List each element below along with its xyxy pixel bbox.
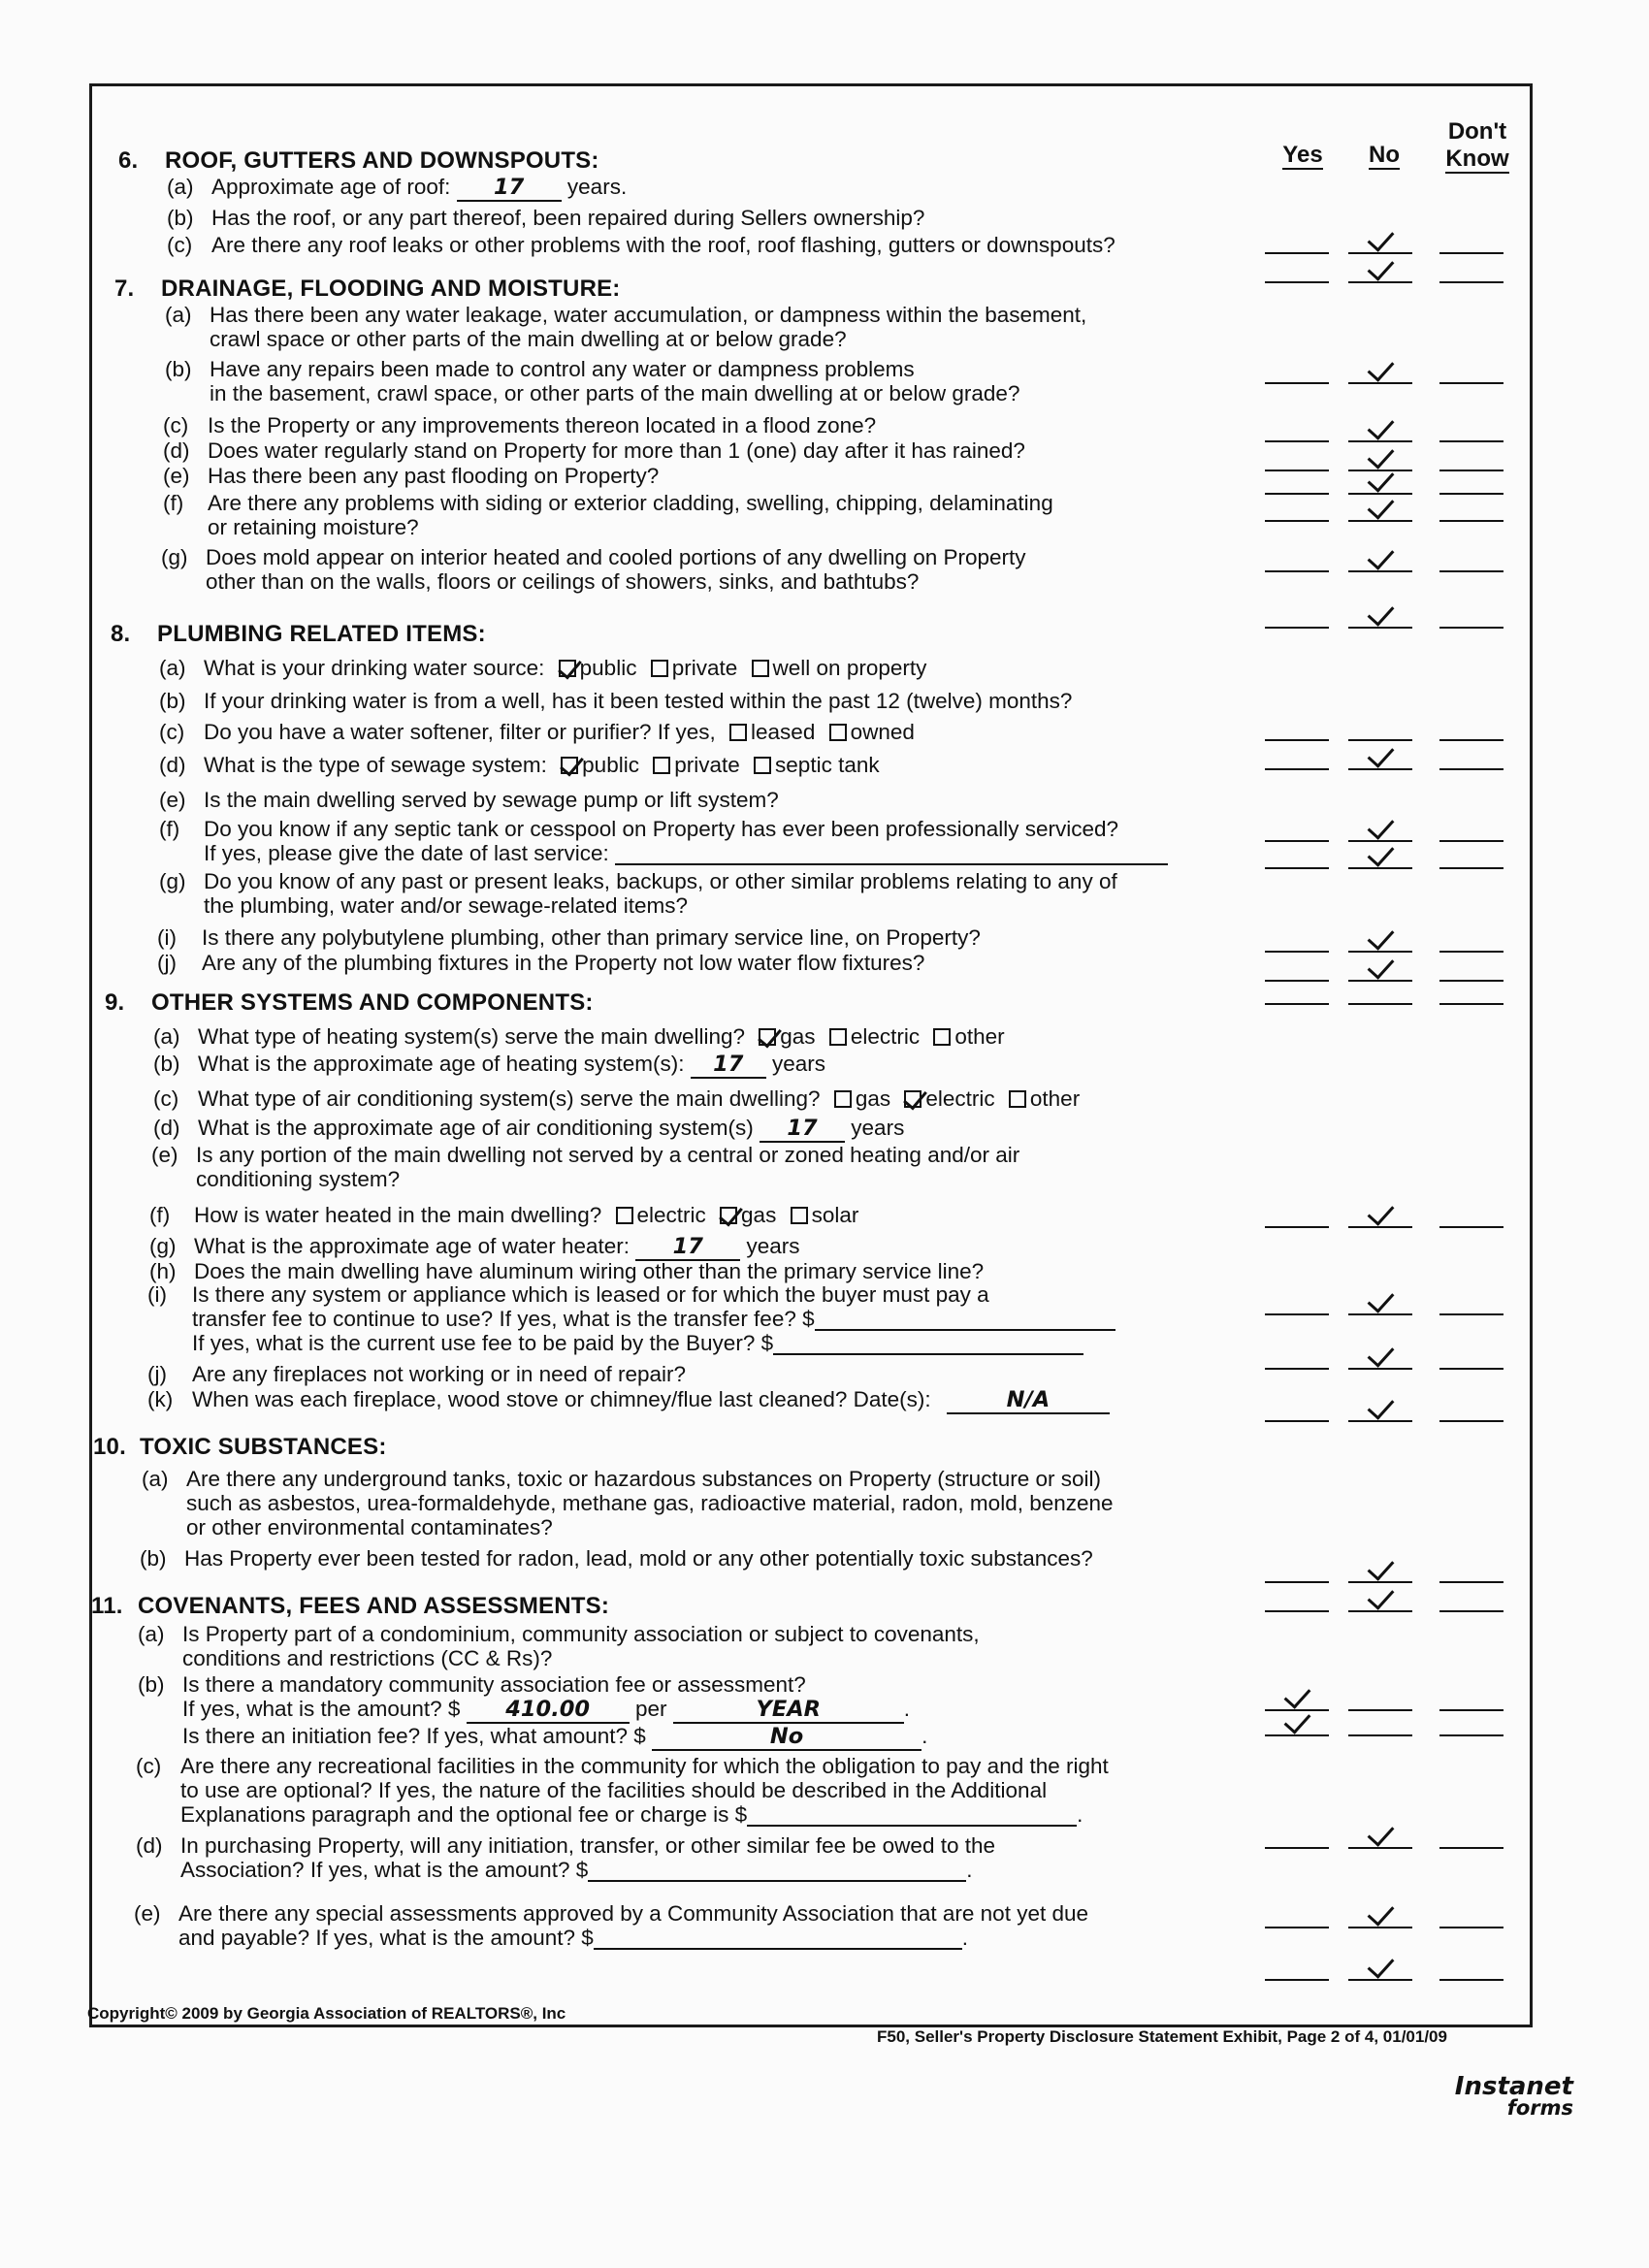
col-no-header: No	[1369, 142, 1400, 168]
answer-6b-checkmark-icon	[1368, 224, 1395, 252]
answer-10b-yes-line[interactable]	[1265, 1610, 1329, 1612]
answer-7c-no-line[interactable]	[1348, 440, 1412, 442]
answer-9h-no-line[interactable]	[1348, 1313, 1412, 1315]
answer-row-8b	[0, 716, 1649, 741]
logo-line-1: Instanet	[1454, 2072, 1573, 2101]
question-9e: (e) Is any portion of the main dwelling not served by a central or zoned heating and/or air conditioning system?	[151, 1143, 1020, 1191]
answer-11e-checkmark-icon	[1368, 1951, 1395, 1979]
instanet-forms-logo	[1454, 2072, 1573, 2120]
ac-other-checkbox[interactable]	[1009, 1090, 1026, 1108]
association-transfer-fee-field[interactable]	[588, 1861, 966, 1882]
know-label: Know	[1445, 146, 1509, 172]
question-8e: (e) Is the main dwelling served by sewage pump or lift system?	[159, 788, 779, 812]
ac-electric-checkbox[interactable]	[904, 1090, 922, 1108]
question-11e: (e) Are there any special assessments approved by a Community Association that are not yet due and payable? If yes, what is the amount? $ .	[134, 1901, 1089, 1950]
question-7c: (c) Is the Property or any improvements thereon located in a flood zone?	[163, 413, 877, 437]
answer-7a-no-line[interactable]	[1348, 382, 1412, 384]
question-8c: (c) Do you have a water softener, filter or purifier? If yes, leased owned	[159, 720, 915, 744]
answer-row-11e	[0, 1956, 1649, 1981]
answer-9i-dk-line[interactable]	[1439, 1368, 1504, 1370]
answer-row-11b	[0, 1711, 1649, 1736]
question-9h: (h) Does the main dwelling have aluminum wiring other than the primary service line?	[149, 1259, 985, 1283]
form-identifier: F50, Seller's Property Disclosure Statement Exhibit, Page 2 of 4, 01/01/09	[877, 2027, 1447, 2046]
answer-8i-yes-line[interactable]	[1265, 951, 1329, 953]
section-10-title: 10. TOXIC SUBSTANCES:	[93, 1434, 387, 1460]
answer-row-7c	[0, 417, 1649, 442]
col-dont-know-header	[1434, 118, 1521, 174]
question-8d: (d) What is the type of sewage system: public private septic tank	[159, 753, 880, 777]
answer-row-6c	[0, 258, 1649, 283]
answer-8j-checkmark-icon	[1368, 952, 1395, 980]
question-11b: (b) Is there a mandatory community association fee or assessment? If yes, what is the amount? $ 410.00 per YEAR . Is there an initiation fee? If yes, what amount? $ No .	[138, 1672, 928, 1749]
answer-11d-checkmark-icon	[1368, 1898, 1395, 1927]
answer-9i-checkmark-icon	[1368, 1340, 1395, 1368]
answer-6b-no-line[interactable]	[1348, 252, 1412, 254]
answer-7e-yes-line[interactable]	[1265, 493, 1329, 495]
association-fee-period-field[interactable]: YEAR	[673, 1698, 904, 1724]
question-7f: (f) Are there any problems with siding or exterior cladding, swelling, chipping, delaminating or retaining moisture?	[163, 491, 1053, 539]
question-9b: (b) What is the approximate age of heating system(s): 17 years	[153, 1052, 826, 1077]
answer-7h-yes-line[interactable]	[1265, 627, 1329, 629]
answer-10a-no-line[interactable]	[1348, 1581, 1412, 1583]
section-6-title: 6. ROOF, GUTTERS AND DOWNSPOUTS:	[118, 147, 599, 174]
answer-7a-yes-line[interactable]	[1265, 382, 1329, 384]
answer-row-7d	[0, 446, 1649, 471]
question-8a: (a) What is your drinking water source: public private well on property	[159, 656, 927, 680]
answer-8f-dk-line[interactable]	[1439, 867, 1504, 869]
col-yes-header: Yes	[1282, 142, 1323, 168]
answer-8i-dk-line[interactable]	[1439, 951, 1504, 953]
water-private-checkbox[interactable]	[651, 660, 668, 677]
question-6c: (c) Are there any roof leaks or other problems with the roof, roof flashing, gutters or downspouts?	[167, 233, 1116, 257]
answer-9h-yes-line[interactable]	[1265, 1313, 1329, 1315]
answer-7g-checkmark-icon	[1368, 542, 1395, 570]
heating-electric-checkbox[interactable]	[829, 1028, 847, 1046]
answer-8k-no-line[interactable]	[1348, 1003, 1412, 1005]
answer-9e-no-line[interactable]	[1348, 1226, 1412, 1228]
answer-7g-dk-line[interactable]	[1439, 570, 1504, 572]
answer-7a-checkmark-icon	[1368, 354, 1395, 382]
question-11a: (a) Is Property part of a condominium, community association or subject to covenants, conditions and restrictions (CC & Rs)?	[138, 1622, 980, 1670]
answer-9i-no-line[interactable]	[1348, 1368, 1412, 1370]
answer-row-9e	[0, 1203, 1649, 1228]
answer-9j-no-line[interactable]	[1348, 1420, 1412, 1422]
answer-row-11d	[0, 1903, 1649, 1928]
answer-8e-checkmark-icon	[1368, 812, 1395, 840]
answer-7f-yes-line[interactable]	[1265, 520, 1329, 522]
answer-8b-dk-line[interactable]	[1439, 739, 1504, 741]
answer-row-7f	[0, 497, 1649, 522]
section-11-title: 11. COVENANTS, FEES AND ASSESSMENTS:	[91, 1593, 610, 1619]
question-7a: (a) Has there been any water leakage, water accumulation, or dampness within the basement, crawl space or other parts of the main dwelling at or below grade?	[165, 303, 1087, 351]
answer-8c-checkmark-icon	[1368, 740, 1395, 768]
question-8i: (i) Is there any polybutylene plumbing, other than primary service line, on Property?	[157, 925, 981, 950]
answer-7g-no-line[interactable]	[1348, 570, 1412, 572]
answer-7h-no-line[interactable]	[1348, 627, 1412, 629]
answer-row-9j	[0, 1397, 1649, 1422]
heating-gas-checkbox[interactable]	[759, 1028, 776, 1046]
answer-11b-dk-line[interactable]	[1439, 1734, 1504, 1736]
answer-7e-dk-line[interactable]	[1439, 493, 1504, 495]
answer-7f-checkmark-icon	[1368, 492, 1395, 520]
special-assessment-field[interactable]	[594, 1928, 962, 1950]
section-8-title: 8. PLUMBING RELATED ITEMS:	[111, 621, 486, 647]
answer-9h-checkmark-icon	[1368, 1285, 1395, 1313]
question-11d: (d) In purchasing Property, will any initiation, transfer, or other similar fee be owed to the Association? If yes, what is the amount? $ .	[136, 1833, 996, 1882]
answer-row-7e	[0, 470, 1649, 495]
copyright-notice: Copyright© 2009 by Georgia Association of REALTORS®, Inc	[87, 2004, 566, 2023]
question-10b: (b) Has Property ever been tested for radon, lead, mold or any other potentially toxic substances?	[140, 1546, 1093, 1571]
roof-age-field[interactable]: 17	[457, 176, 562, 202]
answer-8f-no-line[interactable]	[1348, 867, 1412, 869]
answer-11c-yes-line[interactable]	[1265, 1847, 1329, 1849]
answer-8k-yes-line[interactable]	[1265, 1003, 1329, 1005]
answer-row-7h	[0, 603, 1649, 629]
section-9-title: 9. OTHER SYSTEMS AND COMPONENTS:	[105, 989, 594, 1016]
answer-row-10b	[0, 1587, 1649, 1612]
question-8b: (b) If your drinking water is from a well, has it been tested within the past 12 (twelve) months?	[159, 689, 1073, 713]
answer-10b-checkmark-icon	[1368, 1582, 1395, 1610]
answer-9j-dk-line[interactable]	[1439, 1420, 1504, 1422]
answer-11d-dk-line[interactable]	[1439, 1927, 1504, 1928]
heating-age-field[interactable]: 17	[691, 1053, 766, 1079]
answer-row-8e	[0, 817, 1649, 842]
answer-row-8j	[0, 956, 1649, 982]
answer-11b-checkmark-icon	[1284, 1706, 1311, 1734]
question-9g: (g) What is the approximate age of water heater: 17 years	[149, 1234, 800, 1259]
water-heater-age-field[interactable]: 17	[635, 1235, 740, 1261]
answer-9e-checkmark-icon	[1368, 1198, 1395, 1226]
answer-row-8f	[0, 844, 1649, 869]
answer-9h-dk-line[interactable]	[1439, 1313, 1504, 1315]
answer-7h-dk-line[interactable]	[1439, 627, 1504, 629]
answer-11e-yes-line[interactable]	[1265, 1979, 1329, 1981]
answer-row-8k	[0, 980, 1649, 1005]
answer-11e-dk-line[interactable]	[1439, 1979, 1504, 1981]
question-9c: (c) What type of air conditioning system(s) serve the main dwelling? gas electric other	[153, 1086, 1081, 1111]
answer-row-8c	[0, 745, 1649, 770]
question-8j: (j) Are any of the plumbing fixtures in the Property not low water flow fixtures?	[157, 951, 925, 975]
answer-7h-checkmark-icon	[1368, 599, 1395, 627]
answer-11d-no-line[interactable]	[1348, 1927, 1412, 1928]
answer-row-11c	[0, 1824, 1649, 1849]
answer-8b-no-line[interactable]	[1348, 739, 1412, 741]
answer-row-9i	[0, 1345, 1649, 1370]
answer-row-11a	[0, 1686, 1649, 1711]
answer-row-8i	[0, 927, 1649, 953]
answer-9e-yes-line[interactable]	[1265, 1226, 1329, 1228]
question-7e: (e) Has there been any past flooding on Property?	[163, 464, 660, 488]
answer-7f-dk-line[interactable]	[1439, 520, 1504, 522]
answer-10a-yes-line[interactable]	[1265, 1581, 1329, 1583]
answer-11a-checkmark-icon	[1284, 1681, 1311, 1709]
question-7d: (d) Does water regularly stand on Property for more than 1 (one) day after it has rained?	[163, 438, 1025, 463]
answer-11c-no-line[interactable]	[1348, 1847, 1412, 1849]
answer-8f-checkmark-icon	[1368, 839, 1395, 867]
heating-other-checkbox[interactable]	[933, 1028, 951, 1046]
answer-8i-checkmark-icon	[1368, 923, 1395, 951]
answer-9j-yes-line[interactable]	[1265, 1420, 1329, 1422]
logo-line-2: forms	[1506, 2096, 1573, 2120]
answer-row-7g	[0, 547, 1649, 572]
answer-7g-yes-line[interactable]	[1265, 570, 1329, 572]
answer-8c-yes-line[interactable]	[1265, 768, 1329, 770]
dont-label: Don't	[1447, 118, 1507, 145]
answer-8b-yes-line[interactable]	[1265, 739, 1329, 741]
answer-6b-dk-line[interactable]	[1439, 252, 1504, 254]
answer-6c-checkmark-icon	[1368, 253, 1395, 281]
answer-9e-dk-line[interactable]	[1439, 1226, 1504, 1228]
answer-11d-yes-line[interactable]	[1265, 1927, 1329, 1928]
question-8g: (g) Do you know of any past or present leaks, backups, or other similar problems relating to any of the plumbing, water and/or sewage-related items?	[159, 869, 1117, 918]
answer-row-6b	[0, 229, 1649, 254]
answer-7d-checkmark-icon	[1368, 441, 1395, 470]
answer-10b-dk-line[interactable]	[1439, 1610, 1504, 1612]
answer-6c-no-line[interactable]	[1348, 281, 1412, 283]
answer-8k-dk-line[interactable]	[1439, 1003, 1504, 1005]
question-10a: (a) Are there any underground tanks, toxic or hazardous substances on Property (structure or soil) such as asbestos, urea-formaldehyde, methane gas, radioactive material, radon, mold, benzene or other environmental contaminates?	[142, 1467, 1114, 1539]
answer-8f-yes-line[interactable]	[1265, 867, 1329, 869]
question-9j: (j) Are any fireplaces not working or in need of repair?	[147, 1362, 687, 1386]
answer-7e-checkmark-icon	[1368, 465, 1395, 493]
answer-11c-dk-line[interactable]	[1439, 1847, 1504, 1849]
answer-row-9h	[0, 1290, 1649, 1315]
question-9d: (d) What is the approximate age of air conditioning system(s) 17 years	[153, 1116, 905, 1141]
ac-gas-checkbox[interactable]	[834, 1090, 852, 1108]
answer-9j-checkmark-icon	[1368, 1392, 1395, 1420]
ac-age-field[interactable]: 17	[760, 1117, 845, 1143]
answer-8e-yes-line[interactable]	[1265, 840, 1329, 842]
answer-10a-checkmark-icon	[1368, 1553, 1395, 1581]
question-8f: (f) Do you know if any septic tank or cesspool on Property has ever been professionally serviced? If yes, please give the date of last service:	[159, 817, 1168, 865]
answer-10a-dk-line[interactable]	[1439, 1581, 1504, 1583]
answer-8c-dk-line[interactable]	[1439, 768, 1504, 770]
question-6a: (a) Approximate age of roof: 17 years.	[167, 175, 628, 200]
answer-8e-dk-line[interactable]	[1439, 840, 1504, 842]
answer-8c-no-line[interactable]	[1348, 768, 1412, 770]
question-11c: (c) Are there any recreational facilities in the community for which the obligation to pay and the right to use are optional? If yes, the nature of the facilities should be described in the Additional Explanations paragraph and the optional fee or charge is $ .	[136, 1754, 1109, 1827]
question-9a: (a) What type of heating system(s) serve the main dwelling? gas electric other	[153, 1024, 1005, 1049]
answer-7f-no-line[interactable]	[1348, 520, 1412, 522]
question-9f: (f) How is water heated in the main dwelling? electric gas solar	[149, 1203, 859, 1227]
answer-6c-yes-line[interactable]	[1265, 281, 1329, 283]
answer-7a-dk-line[interactable]	[1439, 382, 1504, 384]
water-public-checkbox[interactable]	[559, 660, 576, 677]
answer-7c-checkmark-icon	[1368, 412, 1395, 440]
answer-11c-checkmark-icon	[1368, 1819, 1395, 1847]
question-7g: (g) Does mold appear on interior heated and cooled portions of any dwelling on Property other than on the walls, floors or ceilings of showers, sinks, and bathtubs?	[161, 545, 1026, 594]
water-well-checkbox[interactable]	[752, 660, 769, 677]
question-9i: (i) Is there any system or appliance which is leased or for which the buyer must pay a transfer fee to continue to use? If yes, what is the transfer fee? $ If yes, what is the current use fee to be paid by the Buyer? $	[147, 1282, 1116, 1355]
question-7b: (b) Have any repairs been made to control any water or dampness problems in the basement, crawl space, or other parts of the main dwelling at or below grade?	[165, 357, 1020, 405]
answer-row-7a	[0, 359, 1649, 384]
association-fee-amount-field[interactable]: 410.00	[467, 1698, 630, 1724]
section-7-title: 7. DRAINAGE, FLOODING AND MOISTURE:	[114, 275, 621, 302]
answer-11b-no-line[interactable]	[1348, 1734, 1412, 1736]
answer-11e-no-line[interactable]	[1348, 1979, 1412, 1981]
fireplace-date-field[interactable]: N/A	[947, 1388, 1110, 1414]
answer-6b-yes-line[interactable]	[1265, 252, 1329, 254]
answer-10b-no-line[interactable]	[1348, 1610, 1412, 1612]
answer-6c-dk-line[interactable]	[1439, 281, 1504, 283]
initiation-fee-field[interactable]: No	[652, 1725, 922, 1751]
question-6b: (b) Has the roof, or any part thereof, been repaired during Sellers ownership?	[167, 206, 925, 230]
answer-row-10a	[0, 1558, 1649, 1583]
answer-9i-yes-line[interactable]	[1265, 1368, 1329, 1370]
answer-8i-no-line[interactable]	[1348, 951, 1412, 953]
question-9k: (k) When was each fireplace, wood stove or chimney/flue last cleaned? Date(s): N/A	[147, 1387, 1110, 1414]
answer-11b-yes-line[interactable]	[1265, 1734, 1329, 1736]
answer-7c-yes-line[interactable]	[1265, 440, 1329, 442]
answer-7c-dk-line[interactable]	[1439, 440, 1504, 442]
